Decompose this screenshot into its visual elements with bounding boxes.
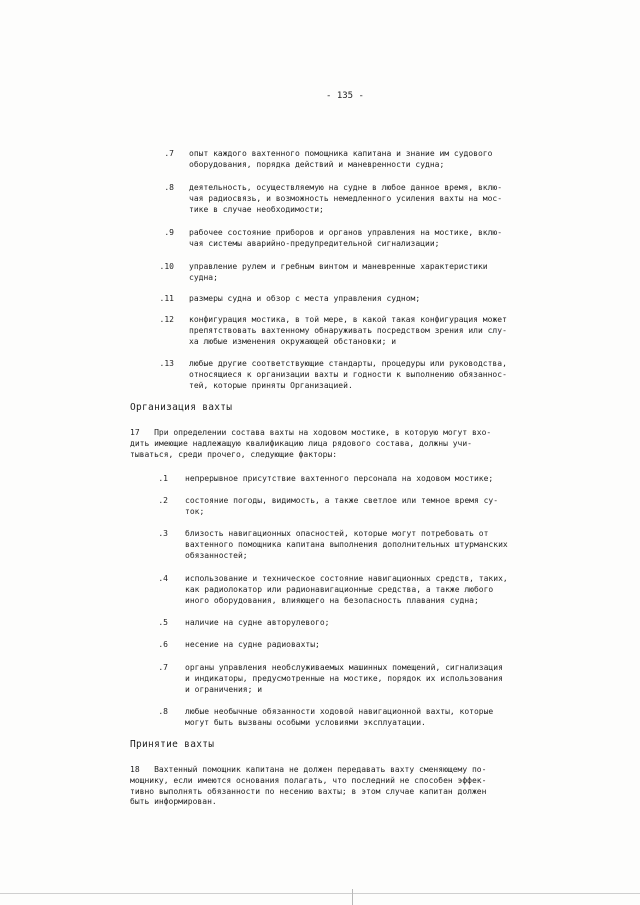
item-text: любые необычные обязанности ходовой навигационной вахты, которые могут быть вызваны особыми условиями эксплуатации. — [185, 707, 494, 727]
item-text: любые другие соответствующие стандарты, процедуры или руководства, относящиеся к организации вахты и годности к выполнению обязаннос- тей, которые приняты Организацией. — [189, 359, 507, 390]
item-text: близость навигационных опасностей, которые могут потребовать от вахтенного помощника капитана выполнения дополнительных штурманских обязанностей; — [185, 529, 508, 560]
section-heading: Принятие вахты — [130, 739, 215, 750]
item-text: несение на судне радиовахты; — [185, 640, 320, 649]
item-number: .1 — [158, 474, 168, 483]
item-number: .12 — [159, 315, 174, 324]
scan-edge-mark — [352, 889, 353, 905]
scan-edge-line — [0, 893, 640, 894]
item-number: .6 — [158, 640, 168, 649]
page-number: - 135 - — [326, 91, 364, 101]
item-text: непрерывное присутствие вахтенного персонала на ходовом мостике; — [185, 474, 494, 483]
item-number: .3 — [158, 529, 168, 538]
item-number: .4 — [158, 574, 168, 583]
item-number: .11 — [159, 294, 174, 303]
item-number: .9 — [164, 228, 174, 237]
paragraph: 18 Вахтенный помощник капитана не должен передавать вахту сменяющему по- мощнику, если имеются основания полагать, что последний не способен эффек- тивно выполнять обязанности по несению вахты; в этом случае капитан должен быть информирован. — [130, 765, 487, 807]
item-text: органы управления необслуживаемых машинных помещений, сигнализация и индикаторы, предусмотренные на мостике, порядок их использования и ограничения; и — [185, 663, 503, 694]
item-text: конфигурация мостика, в той мере, в какой такая конфигурация может препятствовать вахтенному обнаруживать посредством зрения или слу- ха любые изменения окружающей обстановки; и — [189, 315, 507, 346]
item-text: использование и техническое состояние навигационных средств, таких, как радиолокатор или радионавигационные средства, а также любого иного оборудования, влияющего на безопасность плавания судна; — [185, 574, 508, 605]
item-text: рабочее состояние приборов и органов управления на мостике, вклю- чая системы аварийно-предупредительной сигнализации; — [189, 228, 503, 248]
item-text: состояние погоды, видимость, а также светлое или темное время су- ток; — [185, 496, 499, 516]
paragraph: 17 При определении состава вахты на ходовом мостике, в которую могут вхо- дить имеющие надлежащую квалификацию лица рядового состава, должны учи- тываться, среди прочего, следующие факторы: — [130, 428, 492, 459]
item-text: опыт каждого вахтенного помощника капитана и знание им судового оборудования, порядка действий и маневренности судна; — [189, 149, 493, 169]
item-number: .8 — [158, 707, 168, 716]
item-text: наличие на судне авторулевого; — [185, 618, 330, 627]
item-number: .5 — [158, 618, 168, 627]
item-text: деятельность, осуществляемую на судне в любое данное время, вклю- чая радиосвязь, и возможность немедленного усиления вахты на мос- тике в случае необходимости; — [189, 183, 503, 214]
section-heading: Организация вахты — [130, 402, 233, 413]
item-number: .7 — [164, 149, 174, 158]
item-text: размеры судна и обзор с места управления судном; — [189, 294, 421, 303]
item-number: .8 — [164, 183, 174, 192]
item-number: .13 — [159, 359, 174, 368]
item-text: управление рулем и гребным винтом и маневренные характеристики судна; — [189, 262, 488, 282]
item-number: .2 — [158, 496, 168, 505]
item-number: .10 — [159, 262, 174, 271]
item-number: .7 — [158, 663, 168, 672]
